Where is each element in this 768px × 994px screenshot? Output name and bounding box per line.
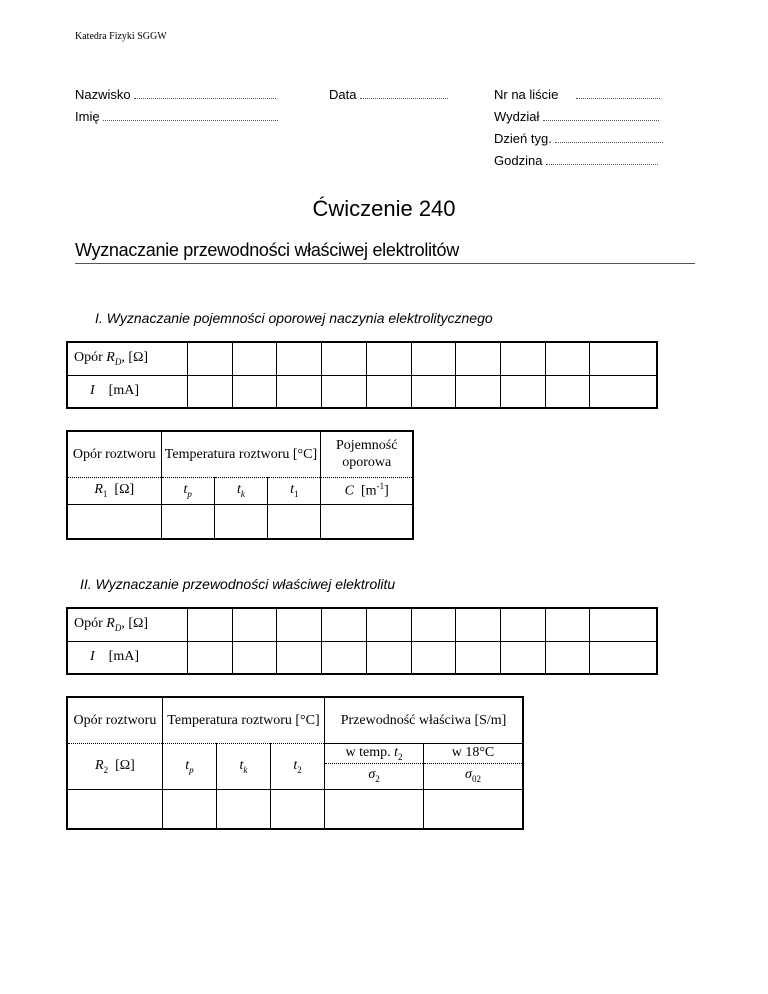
cell[interactable]: [411, 641, 456, 674]
row-rd-label: Opór $R_D$, [Ω]: [67, 608, 188, 641]
section2-measure-table: [66, 607, 658, 675]
sigma-icon: σ: [368, 766, 376, 782]
cell[interactable]: [424, 789, 524, 829]
nr-field[interactable]: [494, 87, 660, 102]
row-rd-label: Opór $R_D$, [Ω]: [67, 342, 188, 375]
sigma02-header: w 18°C $\sigma_{02}$: [424, 743, 524, 789]
row-i-label: I [mA]: [67, 641, 188, 674]
tk-header: $t_k$: [214, 477, 267, 504]
cell[interactable]: [188, 608, 233, 641]
cell[interactable]: [277, 342, 322, 375]
cell[interactable]: [366, 608, 411, 641]
col-opor: Opór roztworu: [67, 697, 162, 743]
cell[interactable]: [366, 342, 411, 375]
cell[interactable]: [545, 375, 590, 408]
cell[interactable]: [67, 789, 162, 829]
cell[interactable]: [67, 504, 161, 539]
cell[interactable]: [456, 375, 501, 408]
tk-header: $t_k$: [216, 743, 270, 789]
wydzial-field[interactable]: [494, 109, 659, 124]
imie-field[interactable]: [75, 109, 278, 124]
cell[interactable]: [590, 641, 657, 674]
cell[interactable]: [545, 608, 590, 641]
page-subtitle: Wyznaczanie przewodności właściwej elektrolitów: [75, 240, 459, 260]
cell[interactable]: [456, 608, 501, 641]
cell[interactable]: [322, 608, 367, 641]
cell[interactable]: [322, 641, 367, 674]
t2-header: $t_2$: [271, 743, 325, 789]
dzien-field[interactable]: [494, 131, 663, 146]
dept-name: Katedra Fizyki SGGW: [75, 31, 167, 42]
sigma-icon: σ: [465, 766, 472, 782]
section1-heading: I. Wyznaczanie pojemności oporowej naczynia elektrolitycznego: [95, 310, 493, 326]
cell[interactable]: [500, 342, 545, 375]
row-i-label: I [mA]: [67, 375, 188, 408]
cell[interactable]: [456, 342, 501, 375]
cell[interactable]: [322, 342, 367, 375]
nazwisko-field[interactable]: [75, 87, 276, 102]
cell[interactable]: [545, 342, 590, 375]
col-pojemnosc: Pojemność oporowa: [321, 431, 413, 477]
cell[interactable]: [216, 789, 270, 829]
cell[interactable]: [277, 608, 322, 641]
cell[interactable]: [411, 608, 456, 641]
section1-result-table: [66, 430, 414, 540]
r2-header: $R_2$ [Ω]: [67, 743, 162, 789]
cell[interactable]: [277, 375, 322, 408]
cell[interactable]: [188, 375, 233, 408]
cell[interactable]: [366, 375, 411, 408]
nazwisko-label: Nazwisko: [75, 87, 131, 102]
cell[interactable]: [188, 342, 233, 375]
data-label: Data: [329, 87, 357, 102]
section2-result-table: [66, 696, 524, 830]
cell[interactable]: [590, 375, 657, 408]
dzien-label: Dzień tyg.: [494, 131, 552, 146]
tp-header: $t_p$: [162, 743, 216, 789]
t1-header: $t_1$: [268, 477, 321, 504]
cell[interactable]: [277, 641, 322, 674]
cell[interactable]: [232, 375, 277, 408]
cell[interactable]: [325, 789, 424, 829]
godzina-label: Godzina: [494, 153, 543, 168]
godzina-field[interactable]: [494, 153, 658, 168]
page-title: Ćwiczenie 240: [312, 196, 456, 221]
c-header: C $[m^{-1}]$: [321, 477, 413, 504]
cell[interactable]: [500, 641, 545, 674]
cell[interactable]: [214, 504, 267, 539]
cell[interactable]: [590, 342, 657, 375]
section1-measure-table: [66, 341, 658, 409]
cell[interactable]: [545, 641, 590, 674]
cell[interactable]: [162, 789, 216, 829]
cell[interactable]: [322, 375, 367, 408]
sigma2-header: w temp. $t_2$ $\sigma_2$: [325, 743, 424, 789]
section2-heading: II. Wyznaczanie przewodności właściwej elektrolitu: [80, 576, 396, 592]
cell[interactable]: [411, 342, 456, 375]
cell[interactable]: [366, 641, 411, 674]
cell[interactable]: [232, 641, 277, 674]
cell[interactable]: [232, 342, 277, 375]
cell[interactable]: [411, 375, 456, 408]
cell[interactable]: [271, 789, 325, 829]
wydzial-label: Wydział: [494, 109, 540, 124]
col-opor: Opór roztworu: [67, 431, 161, 477]
col-temperatura: Temperatura roztworu [°C]: [162, 697, 324, 743]
cell[interactable]: [500, 375, 545, 408]
cell[interactable]: [232, 608, 277, 641]
cell[interactable]: [500, 608, 545, 641]
cell[interactable]: [590, 608, 657, 641]
col-przewodnosc: Przewodność właściwa [S/m]: [325, 697, 523, 743]
cell[interactable]: [321, 504, 413, 539]
cell[interactable]: [268, 504, 321, 539]
cell[interactable]: [161, 504, 214, 539]
cell[interactable]: [456, 641, 501, 674]
col-temperatura: Temperatura roztworu [°C]: [161, 431, 321, 477]
subtitle-rule: [75, 263, 695, 264]
imie-label: Imię: [75, 109, 100, 124]
r1-header: $R_1$ [Ω]: [67, 477, 161, 504]
nr-label: Nr na liście: [494, 87, 559, 102]
data-field[interactable]: [329, 87, 448, 102]
tp-header: $t_p$: [161, 477, 214, 504]
cell[interactable]: [188, 641, 233, 674]
